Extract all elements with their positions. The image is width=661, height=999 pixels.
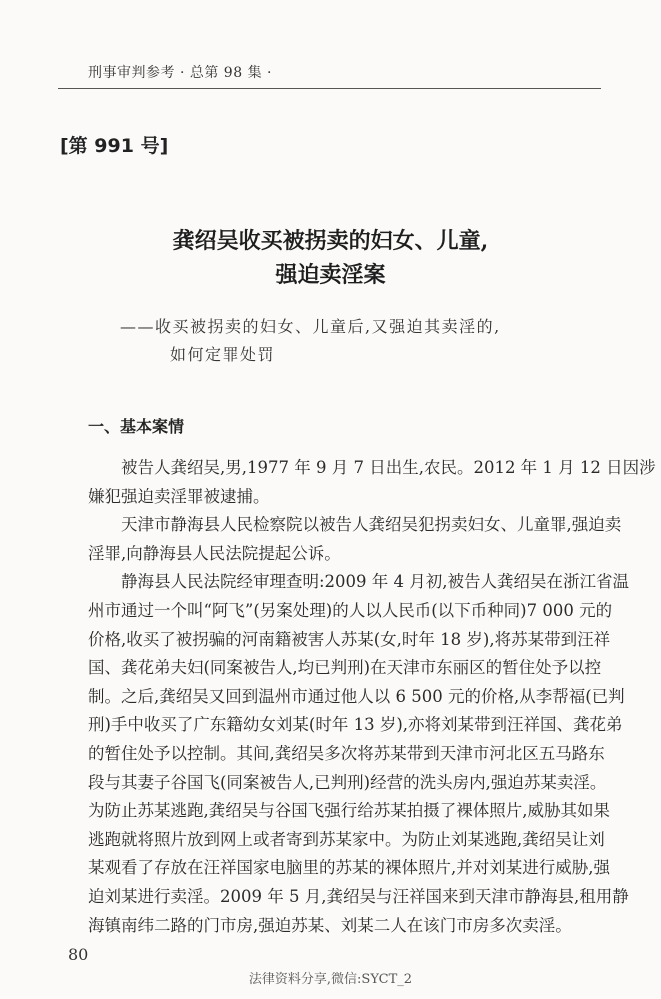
paragraph-line: 静海县人民法院经审理查明:2009 年 4 月初,被告人龚绍吴在浙江省温	[121, 572, 630, 592]
paragraph-line: 天津市静海县人民检察院以被告人龚绍吴犯拐卖妇女、儿童罪,强迫卖	[121, 515, 622, 535]
paragraph-line: 逃跑就将照片放到网上或者寄到苏某家中。为防止刘某逃跑,龚绍吴让刘	[88, 829, 605, 849]
paragraph-line: 制。之后,龚绍吴又回到温州市通过他人以 6 500 元的价格,从李帮福(已判	[88, 686, 625, 706]
paragraph-line: 国、龚花弟夫妇(同案被告人,均已判刑)在天津市东丽区的暂住处予以控	[88, 658, 602, 678]
paragraph-line: 刑)手中收买了广东籍幼女刘某(时年 13 岁),亦将刘某带到汪祥国、龚花弟	[88, 715, 623, 735]
case-number: [第 991 号]	[60, 135, 169, 157]
section-heading: 一、基本案情	[88, 417, 185, 436]
paragraph-line: 为防止苏某逃跑,龚绍吴与谷国飞强行给苏某拍摄了裸体照片,威胁其如果	[88, 801, 610, 821]
paragraph-line: 被告人龚绍吴,男,1977 年 9 月 7 日出生,农民。2012 年 1 月 12 日因涉	[121, 458, 656, 477]
body-text	[88, 454, 656, 940]
running-header: 刑事审判参考 · 总第 98 集 ·	[88, 65, 272, 81]
header-rule	[58, 88, 601, 89]
paragraph-line: 迫刘某进行卖淫。2009 年 5 月,龚绍吴与汪祥国来到天津市静海县,租用静	[88, 886, 629, 906]
page-number: 80	[68, 945, 89, 964]
watermark-text: 法律资料分享,微信:SYCT_2	[248, 972, 413, 987]
title-line-2: 强迫卖淫案	[275, 262, 386, 288]
paragraph-line: 嫌犯强迫卖淫罪被逮捕。	[88, 486, 270, 506]
paragraph-line: 州市通过一个叫“阿飞”(另案处理)的人以人民币(以下币种同)7 000 元的	[88, 600, 613, 620]
subtitle-line-2: 如何定罪处罚	[170, 345, 276, 364]
paragraph-line: 海镇南纬二路的门市房,强迫苏某、刘某二人在该门市房多次卖淫。	[88, 915, 572, 935]
paragraph-line: 的暂住处予以控制。其间,龚绍吴多次将苏某带到天津市河北区五马路东	[88, 743, 605, 763]
subtitle-line-1: ——收买被拐卖的妇女、儿童后,又强迫其卖淫的,	[120, 317, 501, 336]
paragraph-line: 淫罪,向静海县人民法院提起公诉。	[88, 543, 341, 563]
title-line-1: 龚绍吴收买被拐卖的妇女、儿童,	[172, 228, 489, 254]
paragraph-line: 某观看了存放在汪祥国家电脑里的苏某的裸体照片,并对刘某进行威胁,强	[88, 858, 610, 878]
paragraph-line: 价格,收买了被拐骗的河南籍被害人苏某(女,时年 18 岁),将苏某带到汪祥	[88, 629, 611, 649]
paragraph-line: 段与其妻子谷国飞(同案被告人,已判刑)经营的洗头房内,强迫苏某卖淫。	[88, 772, 607, 792]
